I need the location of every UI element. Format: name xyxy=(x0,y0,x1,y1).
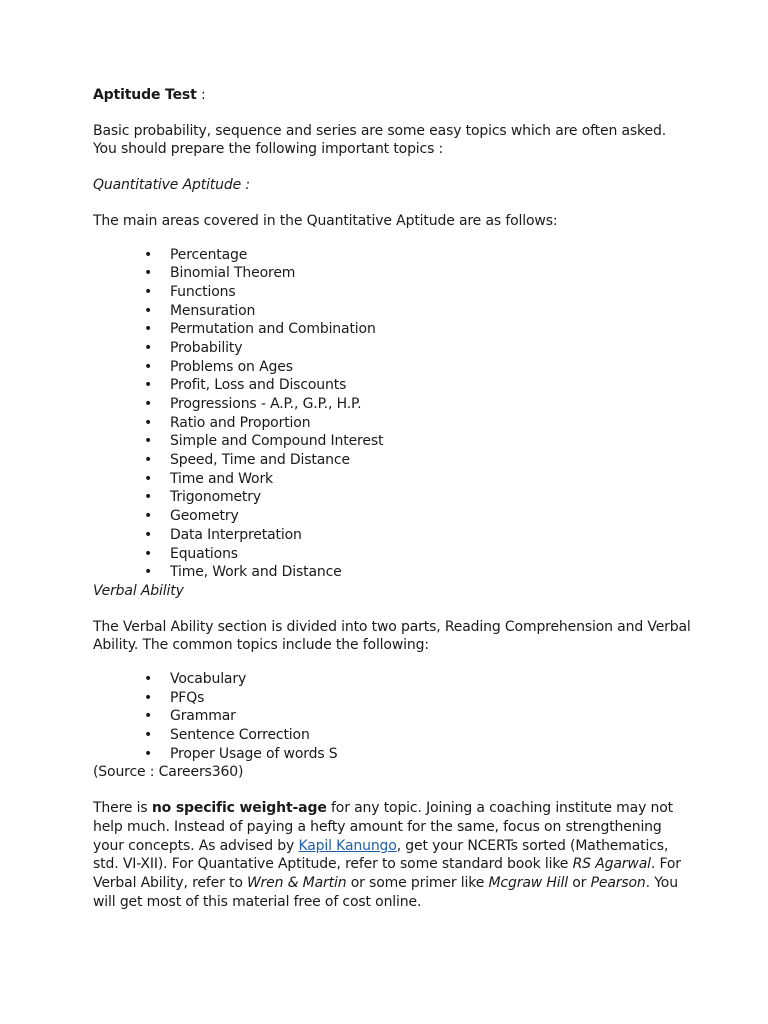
verbal-topic-item-label: Grammar xyxy=(170,708,236,725)
quant-topic-item-label: Simple and Compound Interest xyxy=(170,433,384,450)
quant-topic-item-label: Permutation and Combination xyxy=(170,321,376,338)
bullet-icon: • xyxy=(144,564,153,581)
quant-topic-item-label: Progressions - A.P., G.P., H.P. xyxy=(170,396,362,413)
closing-italic-mcgraw-hill: Mcgraw Hill xyxy=(488,874,568,891)
quant-topic-item xyxy=(93,488,693,507)
quant-topic-item xyxy=(93,264,693,283)
quant-topic-item-label: Ratio and Proportion xyxy=(170,414,311,431)
quant-topic-item-label: Mensuration xyxy=(170,302,256,319)
quant-topic-item xyxy=(93,563,693,582)
verbal-topic-item xyxy=(93,689,693,708)
closing-italic-wren-martin: Wren & Martin xyxy=(247,874,347,891)
bullet-icon: • xyxy=(144,433,153,450)
bullet-icon: • xyxy=(144,745,153,762)
quant-topic-item-label: Profit, Loss and Discounts xyxy=(170,377,347,394)
quant-topic-item xyxy=(93,451,693,470)
quant-topic-item xyxy=(93,283,693,302)
quant-topic-item xyxy=(93,545,693,564)
verbal-topic-item-label: PFQs xyxy=(170,689,205,706)
quant-intro-paragraph: The main areas covered in the Quantitative Aptitude are as follows: xyxy=(93,212,558,229)
verbal-topic-list xyxy=(93,670,693,763)
quant-topic-item-label: Probability xyxy=(170,339,243,356)
verbal-topic-item xyxy=(93,707,693,726)
source-citation: (Source : Careers360) xyxy=(93,764,244,781)
quant-topic-item-label: Time and Work xyxy=(170,470,274,487)
bullet-icon: • xyxy=(144,246,153,263)
closing-italic-pearson: Pearson xyxy=(590,874,646,891)
quant-topic-item xyxy=(93,414,693,433)
verbal-topic-item-label: Vocabulary xyxy=(170,671,247,687)
quant-topic-item-label: Speed, Time and Distance xyxy=(170,452,350,469)
closing-text-5: or some primer like xyxy=(346,874,489,891)
quant-topic-item-label: Geometry xyxy=(170,508,239,525)
bullet-icon: • xyxy=(144,339,153,356)
verbal-topic-item xyxy=(93,726,693,745)
bullet-icon: • xyxy=(144,708,153,725)
closing-bold-weightage: no specific weight-age xyxy=(151,800,327,817)
closing-text-1: There is xyxy=(93,800,152,817)
bullet-icon: • xyxy=(144,302,153,319)
quant-topic-item xyxy=(93,507,693,526)
bullet-icon: • xyxy=(144,508,153,525)
quant-topic-item-label: Equations xyxy=(170,545,238,562)
quant-topic-item-label: Time, Work and Distance xyxy=(170,564,342,581)
bullet-icon: • xyxy=(144,283,153,300)
kapil-kanungo-link[interactable]: Kapil Kanungo xyxy=(298,837,397,854)
bullet-icon: • xyxy=(144,452,153,469)
verbal-topic-item xyxy=(93,670,693,689)
quant-topic-item-label: Percentage xyxy=(170,246,248,263)
verbal-topic-item-label: Proper Usage of words S xyxy=(170,745,338,762)
verbal-intro-paragraph: The Verbal Ability section is divided into two parts, Reading Comprehension and Verbal Ability. The common topics include the following: xyxy=(93,618,691,654)
quant-topic-item xyxy=(93,246,693,265)
heading-suffix: : xyxy=(196,87,206,103)
quant-topic-list xyxy=(93,246,693,582)
quant-subheading: Quantitative Aptitude : xyxy=(93,177,250,194)
bullet-icon: • xyxy=(144,489,153,506)
bullet-icon: • xyxy=(144,671,153,687)
verbal-topic-item-label: Sentence Correction xyxy=(170,727,310,744)
bullet-icon: • xyxy=(144,545,153,562)
quant-topic-item xyxy=(93,302,693,321)
closing-text-6: or xyxy=(567,874,591,891)
closing-text-7: . You will get most of this material free of cost online. xyxy=(93,874,678,910)
bullet-icon: • xyxy=(144,470,153,487)
quant-topic-item xyxy=(93,432,693,451)
section-heading xyxy=(93,86,693,105)
bullet-icon: • xyxy=(144,414,153,431)
bullet-icon: • xyxy=(144,377,153,394)
quant-topic-item-label: Trigonometry xyxy=(170,489,262,506)
bullet-icon: • xyxy=(144,689,153,706)
quant-topic-item-label: Binomial Theorem xyxy=(170,265,296,282)
quant-topic-item xyxy=(93,358,693,377)
bullet-icon: • xyxy=(144,727,153,744)
closing-text-3: , get your NCERTs sorted (Mathematics, std. VI-XII). For Quantative Aptitude, refer to some standard book like xyxy=(93,837,669,873)
bullet-icon: • xyxy=(144,358,153,375)
closing-italic-rs-agarwal: RS Agarwal xyxy=(572,856,651,873)
verbal-topic-item xyxy=(93,745,693,764)
quant-topic-item xyxy=(93,395,693,414)
quant-topic-item xyxy=(93,526,693,545)
closing-text-4: . For Verbal Ability, refer to xyxy=(93,856,681,891)
quant-topic-item-label: Functions xyxy=(170,283,236,300)
bullet-icon: • xyxy=(144,526,153,543)
quant-topic-item-label: Problems on Ages xyxy=(170,358,293,375)
bullet-icon: • xyxy=(144,396,153,413)
closing-text-2: for any topic. Joining a coaching institute may not help much. Instead of paying a hefty amount for the same, focus on strengthening your concepts. As advised by xyxy=(93,800,673,854)
quant-topic-item xyxy=(93,339,693,358)
bullet-icon: • xyxy=(144,265,153,282)
quant-topic-item xyxy=(93,320,693,339)
bullet-icon: • xyxy=(144,321,153,338)
intro-paragraph: Basic probability, sequence and series are some easy topics which are often asked. You should prepare the following important topics : xyxy=(93,122,667,158)
quant-topic-item-label: Data Interpretation xyxy=(170,526,302,543)
quant-topic-item xyxy=(93,470,693,489)
quant-topic-item xyxy=(93,376,693,395)
document-page xyxy=(93,86,693,928)
heading-bold: Aptitude Test xyxy=(93,87,197,103)
closing-paragraph xyxy=(93,799,693,911)
verbal-subheading: Verbal Ability xyxy=(93,582,184,599)
